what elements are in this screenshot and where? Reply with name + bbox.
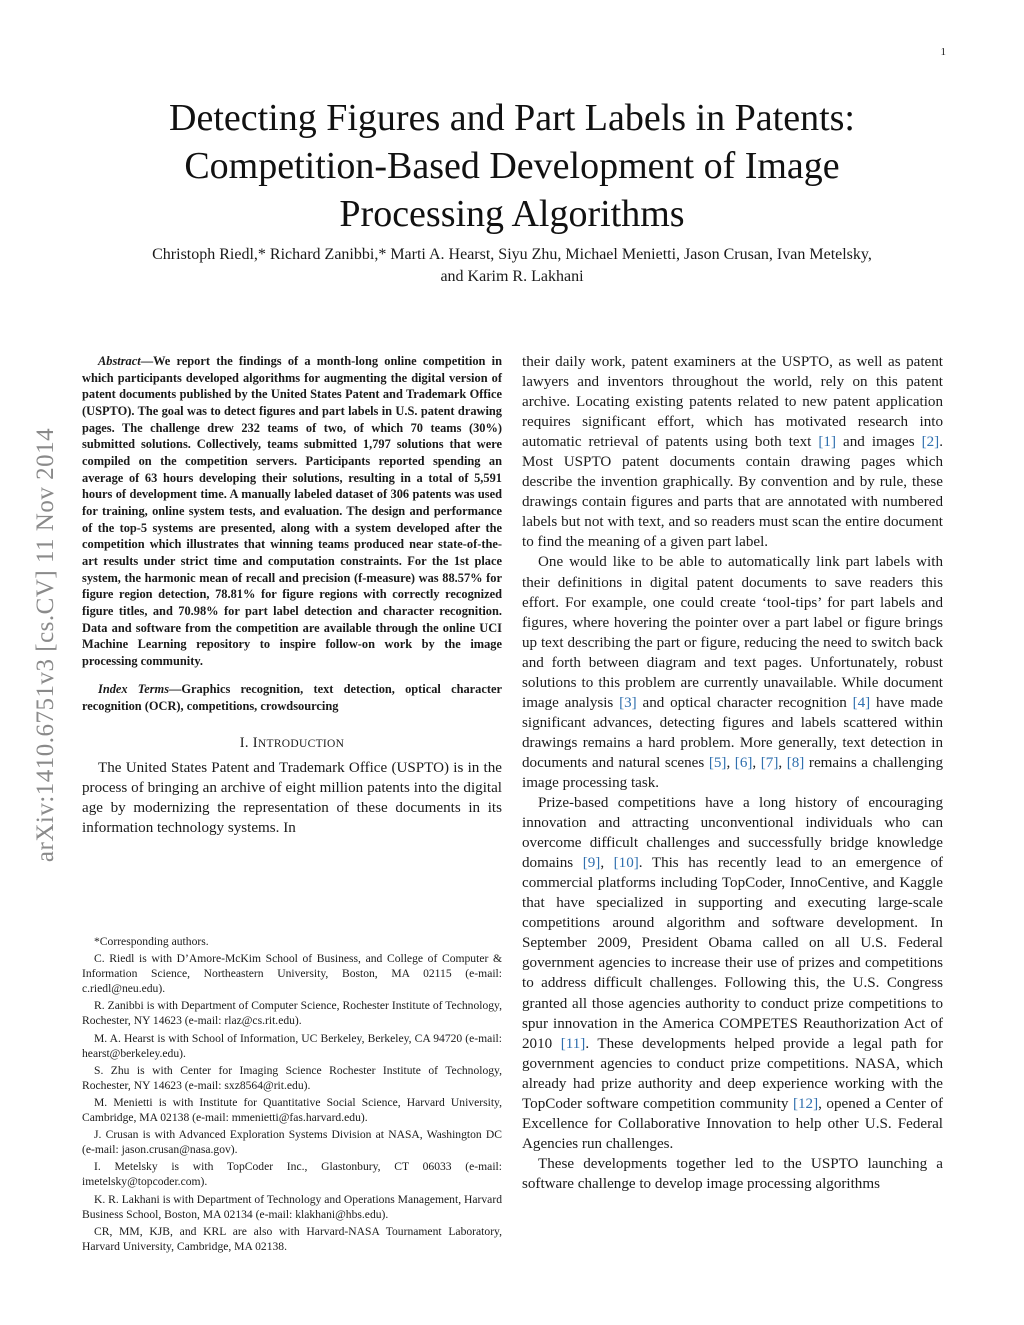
- paper-title: [80, 94, 944, 238]
- footnote: M. Menietti is with Institute for Quantitative Social Science, Harvard University, Cambridge, MA 02138 (e-mail: mmenietti@fas.harvard.edu).: [82, 1096, 502, 1124]
- text-run: remains a challenging image processing task.: [522, 754, 943, 791]
- text-run: Prize-based competitions have a long history of encouraging innovation and attracting unconventional individuals who can overcome difficult challenges and successfully bridge knowledge domains: [522, 795, 943, 872]
- title-line: Detecting Figures and Part Labels in Patents:: [169, 97, 855, 139]
- citation-link[interactable]: [10]: [613, 855, 639, 872]
- citation-link[interactable]: [11]: [560, 1035, 586, 1052]
- section-heading: [82, 735, 502, 752]
- citation-link[interactable]: [4]: [852, 694, 871, 711]
- citation-link[interactable]: [5]: [708, 754, 727, 771]
- body-paragraph: Prize-based competitions have a long history of encouraging innovation and attracting unconventional individuals who can overcome difficult challenges and successfully bridge knowledge domains [9], [10]. This has recently lead to an emergence of commercial platforms including TopCoder, InnoCentive, and Kaggle that have specialized in supporting and executing large-scale competitions around algorithm and software development. In September 2009, President Obama called on all U.S. Federal government agencies to increase their use of prizes and competitions to address difficult challenges. Following this, the U.S. Congress granted all those agencies authority to conduct prize competitions to spur innovation in the America COMPETES Reauthorization Act of 2010 [11]. These developments helped provide a legal path for government agencies to conduct prize competitions. NASA, which already had prize authority and deep experience working with the TopCoder software competition community [12], opened a Center of Excellence for Collaborative Innovation to help other U.S. Federal Agencies run challenges.: [522, 795, 944, 1152]
- index-terms: [82, 681, 502, 714]
- text-run: have made significant advances, detecting figures and labels scattered within drawings remains a hard problem. More generally, text detection in documents and natural scenes: [522, 694, 943, 771]
- abstract: [82, 353, 502, 669]
- footnote: I. Metelsky is with TopCoder Inc., Glastonbury, CT 06033 (e-mail: imetelsky@topcoder.com).: [82, 1160, 502, 1189]
- authors-line: Christoph Riedl,* Richard Zanibbi,* Marti A. Hearst, Siyu Zhu, Michael Menietti, Jason Crusan, Ivan Metelsky,: [152, 246, 872, 263]
- footnote: CR, MM, KJB, and KRL are also with Harvard-NASA Tournament Laboratory, Harvard University, Cambridge, MA 02138.: [82, 1224, 502, 1253]
- text-run: and optical character recognition: [636, 694, 853, 711]
- text-run: One would like to be able to automatically link part labels with their definitions in digital patent documents to save readers this effort. For example, one could create ‘tool-tips’ for part labels and figures, where hovering the pointer over a part label or figure brings up text describing the part or figure, reducing the need to switch back and forth between diagram and text pages. Unfortunately, robust solutions to this problem are currently unavailable. While document image analysis: [522, 554, 943, 711]
- abstract-lead: Abstract: [98, 354, 141, 368]
- index-terms-lead: Index Terms: [98, 682, 170, 697]
- citation-link[interactable]: [1]: [818, 434, 837, 451]
- title-line: Processing Algorithms: [339, 193, 685, 235]
- footnote: *Corresponding authors.: [94, 935, 209, 948]
- citation-link[interactable]: [12]: [792, 1095, 819, 1112]
- left-column: [82, 353, 502, 838]
- footnote: C. Riedl is with D’Amore-McKim School of Business, and College of Computer & Information Science, Northeastern University, Boston, MA 02115 (e-mail: c.riedl@neu.edu).: [82, 952, 502, 996]
- text-run: , opened a Center of Excellence for Collaborative Innovation to help other U.S. Federal Agencies run challenges.: [522, 1095, 943, 1152]
- section-rest: NTRODUCTION: [257, 737, 345, 750]
- arxiv-stamp-text: arXiv:1410.6751v3 [cs.CV] 11 Nov 2014: [32, 427, 59, 863]
- footnote: R. Zanibbi is with Department of Computer Science, Rochester Institute of Technology, Rochester, NY 14623 (e-mail: rlaz@cs.rit.edu).: [82, 999, 502, 1028]
- body-paragraph: These developments together led to the USPTO launching a software challenge to develop image processing algorithms: [522, 1155, 943, 1192]
- title-line: Competition-Based Development of Image: [184, 145, 840, 187]
- intro-paragraph: The United States Patent and Trademark Office (USPTO) is in the process of bringing an archive of eight million patents into the digital age by modernizing the representation of these documents in its information technology systems. In: [82, 759, 502, 836]
- body-paragraph: One would like to be able to automatically link part labels with their definitions in digital patent documents to save readers this effort. For example, one could create ‘tool-tips’ for part labels and figures, where hovering the pointer over a part label or figure brings up text describing the part or figure, reducing the need to switch back and forth between diagram and text pages. Unfortunately, robust solutions to this problem are currently unavailable. While document image analysis [3] and optical character recognition [4] have made significant advances, detecting figures and labels scattered within drawings remains a hard problem. More generally, text detection in documents and natural scenes [5], [6], [7], [8] remains a challenging image processing task.: [522, 554, 943, 791]
- section-number: I.: [239, 734, 249, 751]
- footnote: M. A. Hearst is with School of Information, UC Berkeley, Berkeley, CA 94720 (e-mail: hearst@berkeley.edu).: [82, 1031, 502, 1060]
- citation-link[interactable]: [6]: [734, 754, 753, 771]
- body-paragraph: [522, 352, 943, 552]
- text-run: . Most USPTO patent documents contain drawing pages which describe the invention graphically. By convention and by rule, these drawings contain figures and parts that are annotated with numbered labels but not with text, and so readers must scan the entire document to find the meaning of a given part label.: [522, 434, 943, 551]
- right-column: [522, 352, 943, 1194]
- citation-link[interactable]: [8]: [786, 754, 805, 771]
- footnote: S. Zhu is with Center for Imaging Science Rochester Institute of Technology, Rochester, NY 14623 (e-mail: sxz8564@rit.edu).: [82, 1063, 502, 1092]
- abstract-text: —We report the findings of a month-long online competition in which participants developed algorithms for augmenting the digital version of patent documents published by the United States Patent and Trademark Office (USPTO). The goal was to detect figures and part labels in U.S. patent drawing pages. The challenge drew 232 teams of two, of which 70 teams (30%) submitted solutions. Collectively, teams submitted 1,797 solutions that were compiled on the competition servers. Participants reported spending an average of 63 hours developing their solutions, resulting in a total of 5,591 hours of development time. A manually labeled dataset of 306 patents was used for training, online system tests, and evaluation. The design and performance of the top-5 systems are presented, along with a system developed after the competition which illustrates that winning teams produced near state-of-the-art results under strict time and computation constraints. For the 1st place system, the harmonic mean of recall and precision (f-measure) was 88.57% for figure region detection, 78.81% for figure regions with correctly recognized figure titles, and 70.98% for part label detection and character recognition. Data and software from the competition are available through the online UCI Machine Learning repository to inspire follow-on work by the image processing community.: [82, 354, 502, 668]
- text-run: their daily work, patent examiners at the USPTO, as well as patent lawyers and inventors throughout the world, rely on this patent archive. Locating existing patents related to new patent application requires significant effort, which has motivated research into automatic retrieval of patents using both text: [522, 354, 943, 451]
- footnotes: [82, 935, 502, 1257]
- author-list: [70, 244, 954, 288]
- authors-line: and Karim R. Lakhani: [440, 268, 584, 285]
- footnote: J. Crusan is with Advanced Exploration Systems Division at NASA, Washington DC (e-mail: jason.crusan@nasa.gov).: [82, 1128, 502, 1157]
- citation-link[interactable]: [9]: [582, 855, 601, 872]
- footnote: K. R. Lakhani is with Department of Technology and Operations Management, Harvard Business School, Boston, MA 02134 (e-mail: klakhani@hbs.edu).: [82, 1192, 502, 1221]
- text-run: . This has recently lead to an emergence of commercial platforms including TopCoder, InnoCentive, and Kaggle that have specialized in supporting and executing large-scale competitions around algorithm and software development. In September 2009, President Obama called on all U.S. Federal government agencies to increase their use of prizes and competitions to address difficult challenges. Following this, the U.S. Congress granted all those agencies authority to conduct prize competitions to spur innovation in the America COMPETES Reauthorization Act of 2010: [522, 855, 944, 1052]
- section-initial: I: [252, 734, 258, 751]
- index-terms-text: —Graphics recognition, text detection, optical character recognition (OCR), competitions, crowdsourcing: [82, 682, 502, 714]
- text-run: and images: [836, 434, 922, 451]
- citation-link[interactable]: [2]: [921, 434, 940, 451]
- arxiv-stamp: [26, 360, 66, 930]
- text-run: . These developments helped provide a legal path for government agencies to conduct prize competitions. NASA, which already had prize authority and deep experience working with the TopCoder software competition community: [522, 1035, 943, 1112]
- page-number: 1: [940, 46, 946, 58]
- citation-link[interactable]: [3]: [619, 694, 637, 711]
- citation-link[interactable]: [7]: [760, 754, 779, 771]
